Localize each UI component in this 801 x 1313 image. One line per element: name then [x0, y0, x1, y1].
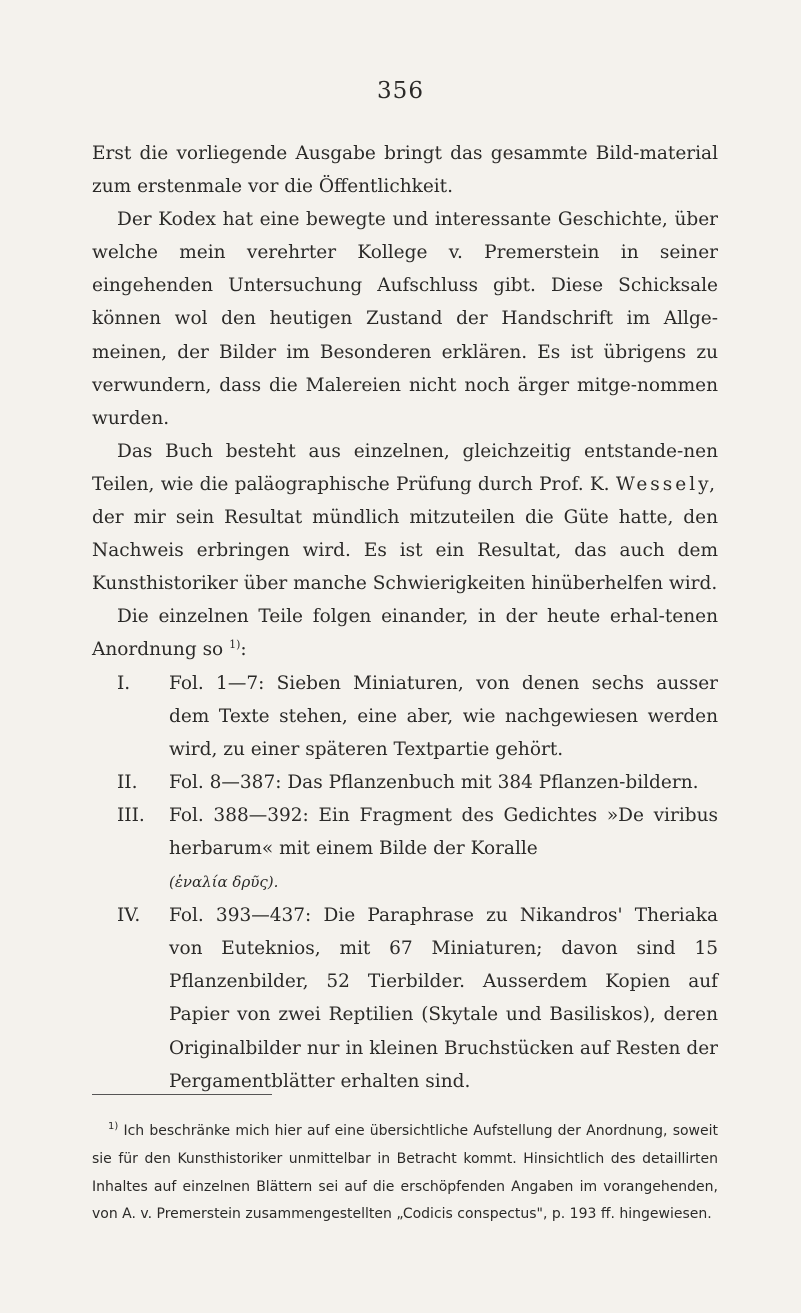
greek-phrase: (ἐναλία δρῦς). — [169, 873, 279, 892]
paragraph-4-text: Die einzelnen Teile folgen einander, in der heute erhal-tenen Anordnung so — [92, 606, 718, 661]
paragraph-3 — [92, 435, 718, 600]
body-text — [92, 137, 718, 1098]
list-item-text: Fol. 8—387: Das Pflanzenbuch mit 384 Pflanzen-bildern. — [169, 771, 699, 793]
footnote-text: Ich beschränke mich hier auf eine übersichtliche Aufstellung der Anordnung, soweit sie für den Kunsthistoriker unmittelbar in Betracht kommt. Hinsichtlich des detaillirten Inhaltes auf einzelnen Blättern sei auf die erschöpfenden Angaben im vorangehenden, von A. v. Premerstein zusammengestellten „Codicis conspectus", p. 193 ff. hingewiesen. — [92, 1123, 718, 1223]
section-list — [92, 667, 718, 1098]
paragraph-4 — [92, 600, 718, 666]
list-item-number: III. — [117, 804, 145, 826]
footnote-reference[interactable]: 1) — [229, 638, 241, 652]
paragraph-1: Erst die vorliegende Ausgabe bringt das gesammte Bild-material zum erstenmale vor die Öffentlichkeit. — [92, 143, 718, 198]
list-item-number: IV. — [117, 905, 141, 927]
list-item — [92, 667, 718, 766]
list-item — [92, 799, 718, 899]
list-item — [92, 899, 718, 1098]
list-item-text: Fol. 388—392: Ein Fragment des Gedichtes »De viribus herbarum« mit einem Bilde der Koralle — [169, 804, 718, 859]
paragraph-3-end: der mir sein Resultat mündlich mitzuteilen die Güte hatte, den Nachweis erbringen wird. Es ist ein Resultat, das auch dem Kunsthistoriker über manche Schwierigkeiten hinüberhelfen wird. — [92, 507, 718, 595]
list-item — [92, 766, 718, 799]
paragraph-2: Der Kodex hat eine bewegte und interessante Geschichte, über welche mein verehrter Kollege v. Premerstein in seiner eingehenden Untersuchung Aufschluss gibt. Diese Schicksale können wol den heutigen Zustand der Handschrift im Allge-meinen, der Bilder im Besonderen erklären. Es ist übrigens zu verwundern, dass die Malereien nicht noch ärger mitge-nommen wurden. — [92, 209, 718, 429]
list-item-number: II. — [117, 771, 138, 793]
list-item-number: I. — [117, 672, 131, 694]
page-number: 356 — [377, 78, 424, 104]
author-name-wessely: Wessely, — [615, 473, 718, 495]
list-item-text: Fol. 1—7: Sieben Miniaturen, von denen sechs ausser dem Texte stehen, eine aber, wie nachgewiesen werden wird, zu einer späteren Textpartie gehört. — [169, 672, 718, 760]
paragraph-4-colon: : — [240, 639, 247, 661]
list-item-text: Fol. 393—437: Die Paraphrase zu Nikandros' Theriaka von Euteknios, mit 67 Miniaturen; davon sind 15 Pflanzenbilder, 52 Tierbilder. Ausserdem Kopien auf Papier von zwei Reptilien (Skytale und Basiliskos), deren Originalbilder nur in kleinen Bruchstücken auf Resten der Pergamentblätter erhalten sind. — [169, 905, 718, 1092]
footnote-mark: 1) — [108, 1121, 119, 1133]
paragraph-3-start: Das Buch besteht aus einzelnen, gleichzeitig entstande-nen Teilen, wie die paläographische Prüfung durch Prof. K. — [92, 440, 718, 495]
footnote — [92, 1118, 718, 1229]
footnote-divider — [92, 1094, 272, 1095]
